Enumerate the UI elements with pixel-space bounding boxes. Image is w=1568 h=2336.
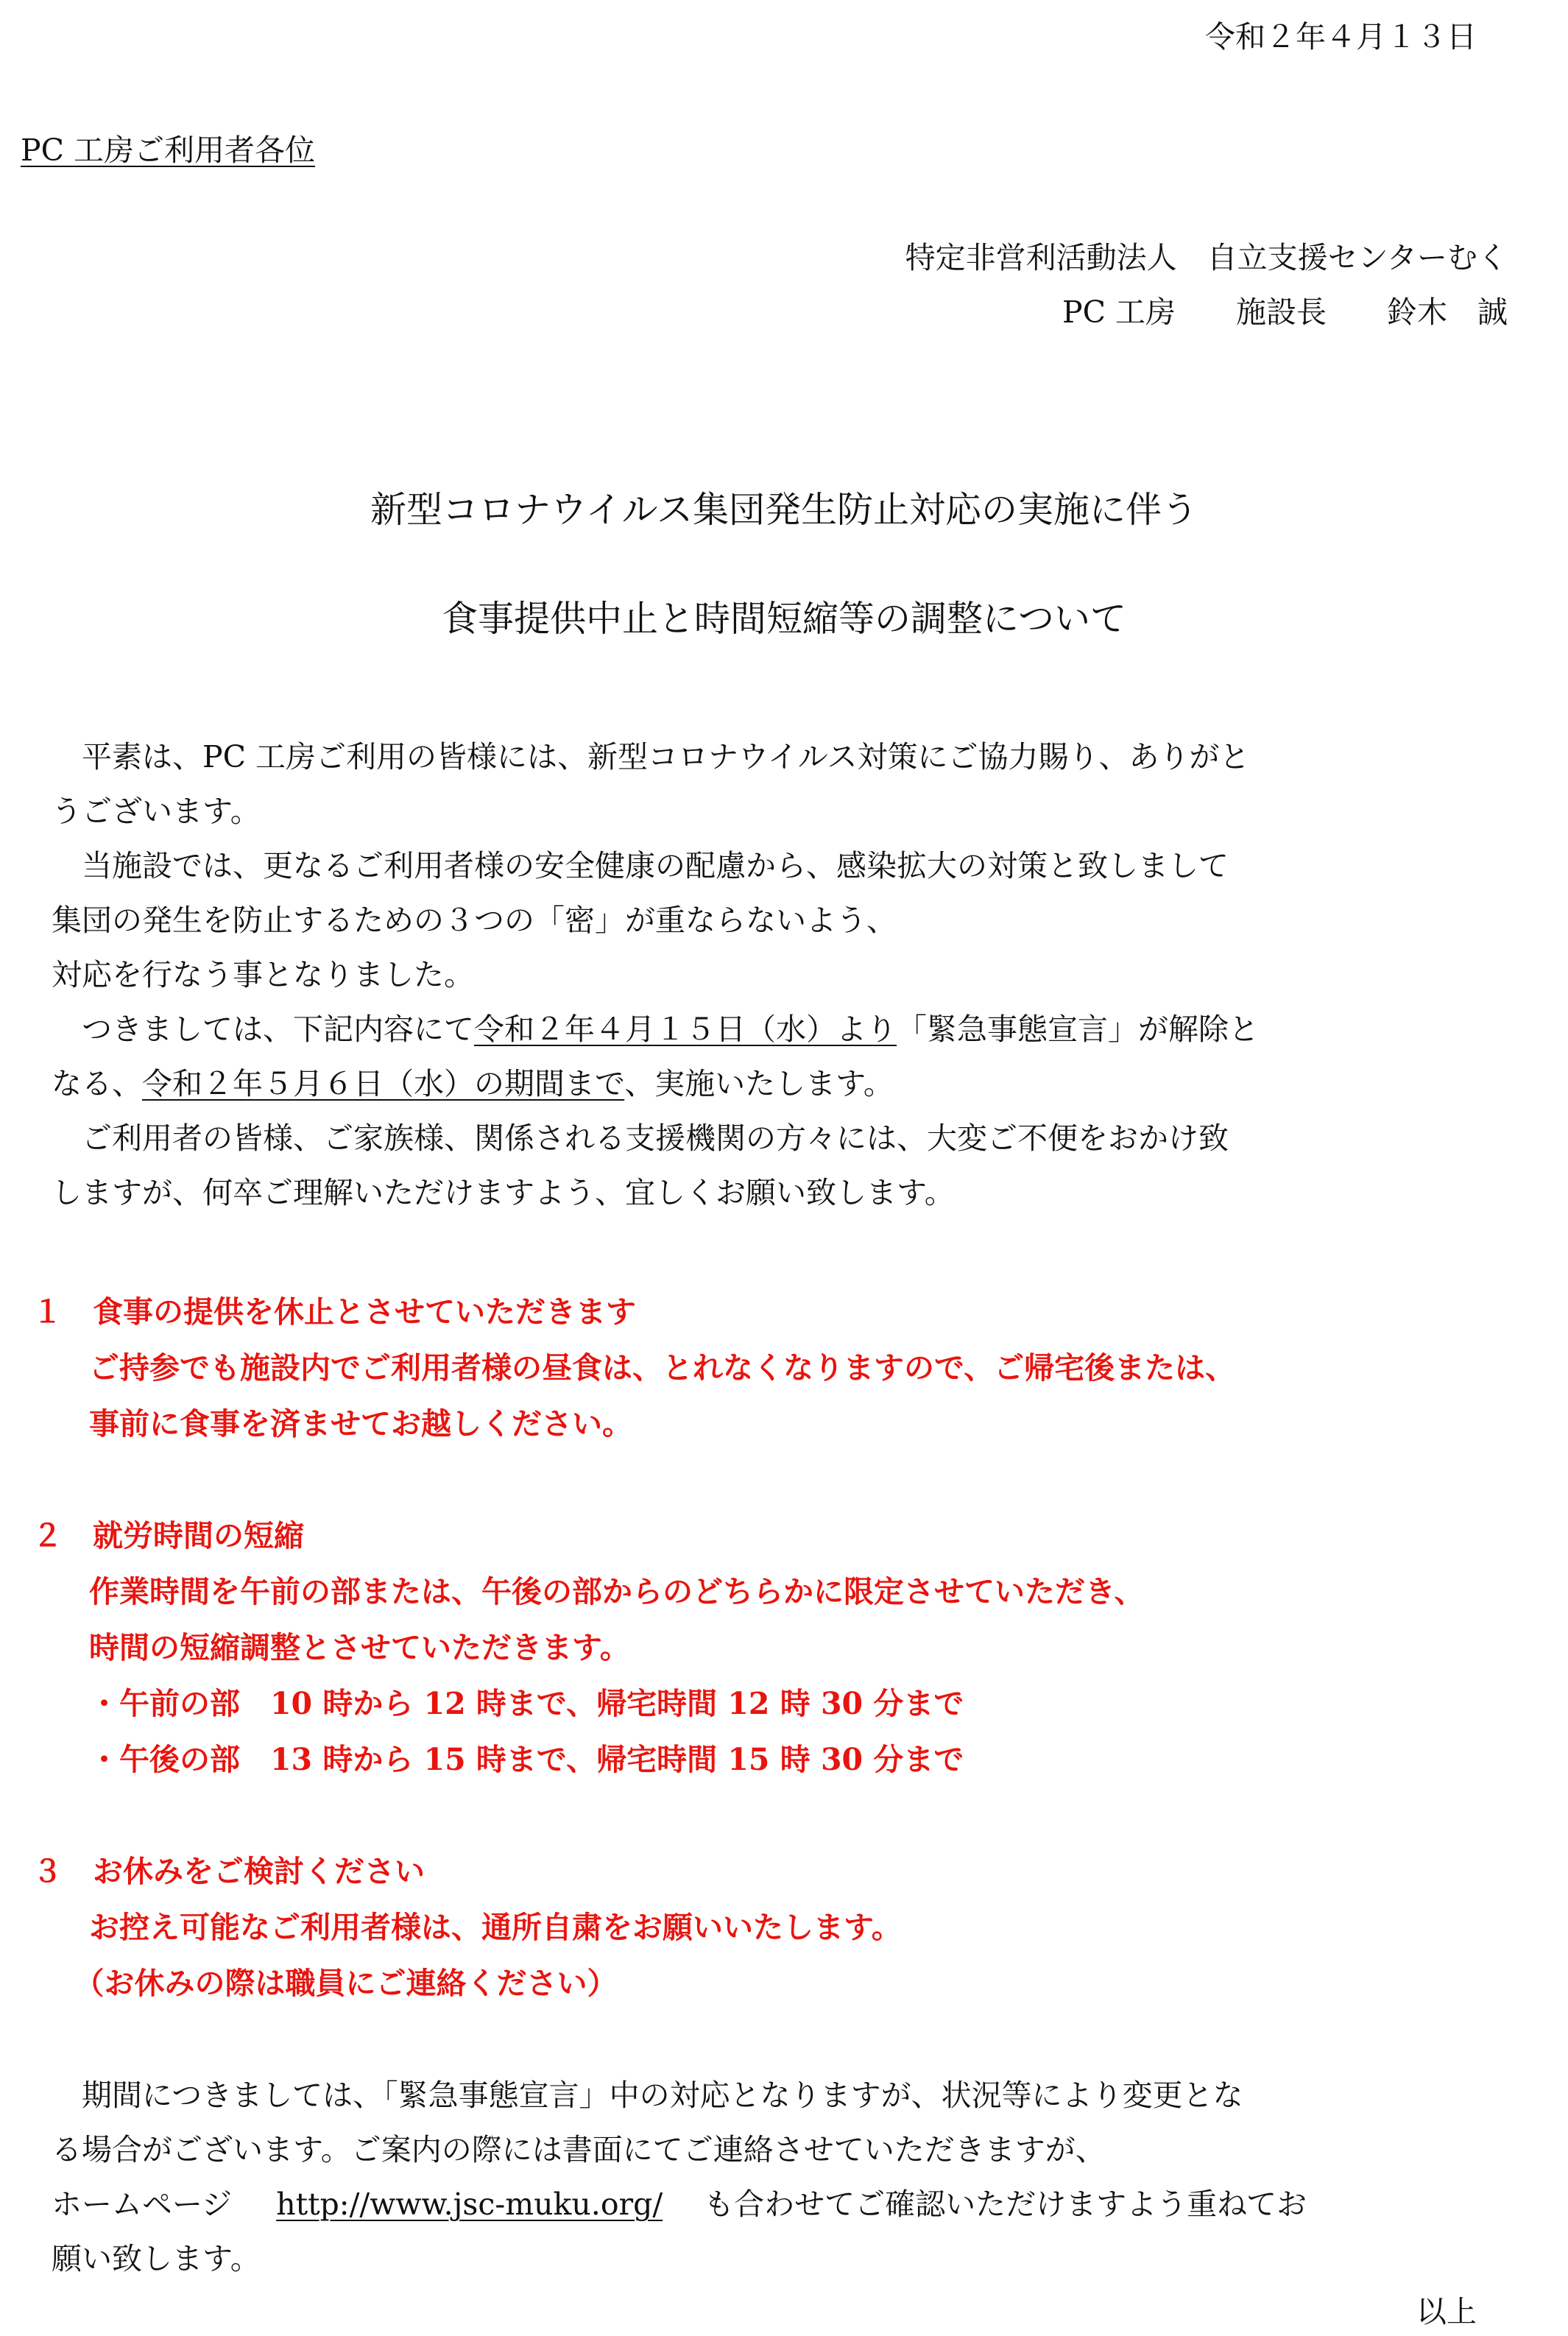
item-3-line-2: （お休みの際は職員にご連絡ください） xyxy=(59,1966,618,2001)
homepage-label: ホームページ xyxy=(52,2187,233,2222)
paragraph-4-line-2: しますが、何卒ご理解いただけますよう、宜しくお願い致します。 xyxy=(52,1175,955,1210)
paragraph-3-line-2-tail: 、実施いたします。 xyxy=(624,1066,894,1101)
paragraph-1-line-2: うございます。 xyxy=(52,794,261,829)
item-1-line-2: 事前に食事を済ませてお越しください。 xyxy=(59,1406,632,1442)
closing-end-mark: 以上 xyxy=(1416,2294,1477,2329)
paragraph-2-line-2: 集団の発生を防止するための３つの「密」が重ならないよう、 xyxy=(52,903,897,938)
item-2-line-2: 時間の短縮調整とさせていただきます。 xyxy=(59,1630,630,1665)
document-title-line-2: 食事提供中止と時間短縮等の調整について xyxy=(441,598,1127,640)
homepage-link[interactable]: http://www.jsc-muku.org/ xyxy=(276,2187,663,2222)
sender-organization: 特定非営利活動法人 自立支援センターむく xyxy=(905,240,1508,275)
item-2-afternoon-schedule: ・午後の部 13 時から 15 時まで、帰宅時間 15 時 30 分まで xyxy=(59,1742,964,1777)
paragraph-1-line-1: 平素は、PC 工房ご利用の皆様には、新型コロナウイルス対策にご協力賜り、ありがと xyxy=(52,739,1250,774)
start-date: 令和２年４月１５日（水）より xyxy=(474,1012,897,1047)
item-3-line-1: お控え可能なご利用者様は、通所自粛をお願いいたします。 xyxy=(59,1910,902,1945)
document-title-line-1: 新型コロナウイルス集団発生防止対応の実施に伴う xyxy=(370,489,1198,531)
sender-person: PC 工房 施設長 鈴木 誠 xyxy=(1062,294,1508,330)
paragraph-3-line-2 xyxy=(52,1063,894,1104)
closing-line-1: 期間につきましては、「緊急事態宣言」中の対応となりますが、状況等により変更とな xyxy=(52,2078,1243,2113)
paragraph-3-line-2-text: なる、 xyxy=(52,1066,142,1101)
paragraph-3-line-1-tail: 「緊急事態宣言」が解除と xyxy=(897,1012,1259,1047)
item-1-heading: １ 食事の提供を休止とさせていただきます xyxy=(32,1294,636,1330)
item-2-morning-schedule: ・午前の部 10 時から 12 時まで、帰宅時間 12 時 30 分まで xyxy=(59,1686,964,1721)
end-date: 令和２年５月６日（水）の期間まで xyxy=(142,1066,625,1101)
paragraph-3-line-1 xyxy=(52,1009,1259,1050)
paragraph-2-line-1: 当施設では、更なるご利用者様の安全健康の配慮から、感染拡大の対策と致しまして xyxy=(52,848,1229,883)
paragraph-2-line-3: 対応を行なう事となりました。 xyxy=(52,957,474,992)
closing-line-4: 願い致します。 xyxy=(52,2241,261,2276)
item-3-heading: ３ お休みをご検討ください xyxy=(32,1854,425,1889)
closing-line-3-tail: も合わせてご確認いただけますよう重ねてお xyxy=(704,2187,1307,2222)
addressee: PC 工房ご利用者各位 xyxy=(21,133,315,168)
paragraph-4-line-1: ご利用者の皆様、ご家族様、関係される支援機関の方々には、大変ご不便をおかけ致 xyxy=(52,1121,1229,1156)
item-2-heading: ２ 就労時間の短縮 xyxy=(32,1518,304,1553)
document-date: 令和２年４月１３日 xyxy=(1205,19,1477,54)
paragraph-3-line-1-text: つきましては、下記内容にて xyxy=(52,1012,474,1047)
closing-line-3 xyxy=(52,2184,1307,2225)
closing-line-2: る場合がございます。ご案内の際には書面にてご連絡させていただきますが、 xyxy=(52,2132,1106,2167)
item-1-line-1: ご持参でも施設内でご利用者様の昼食は、とれなくなりますので、ご帰宅後または、 xyxy=(59,1350,1236,1386)
item-2-line-1: 作業時間を午前の部または、午後の部からのどちらかに限定させていただき、 xyxy=(59,1574,1145,1609)
